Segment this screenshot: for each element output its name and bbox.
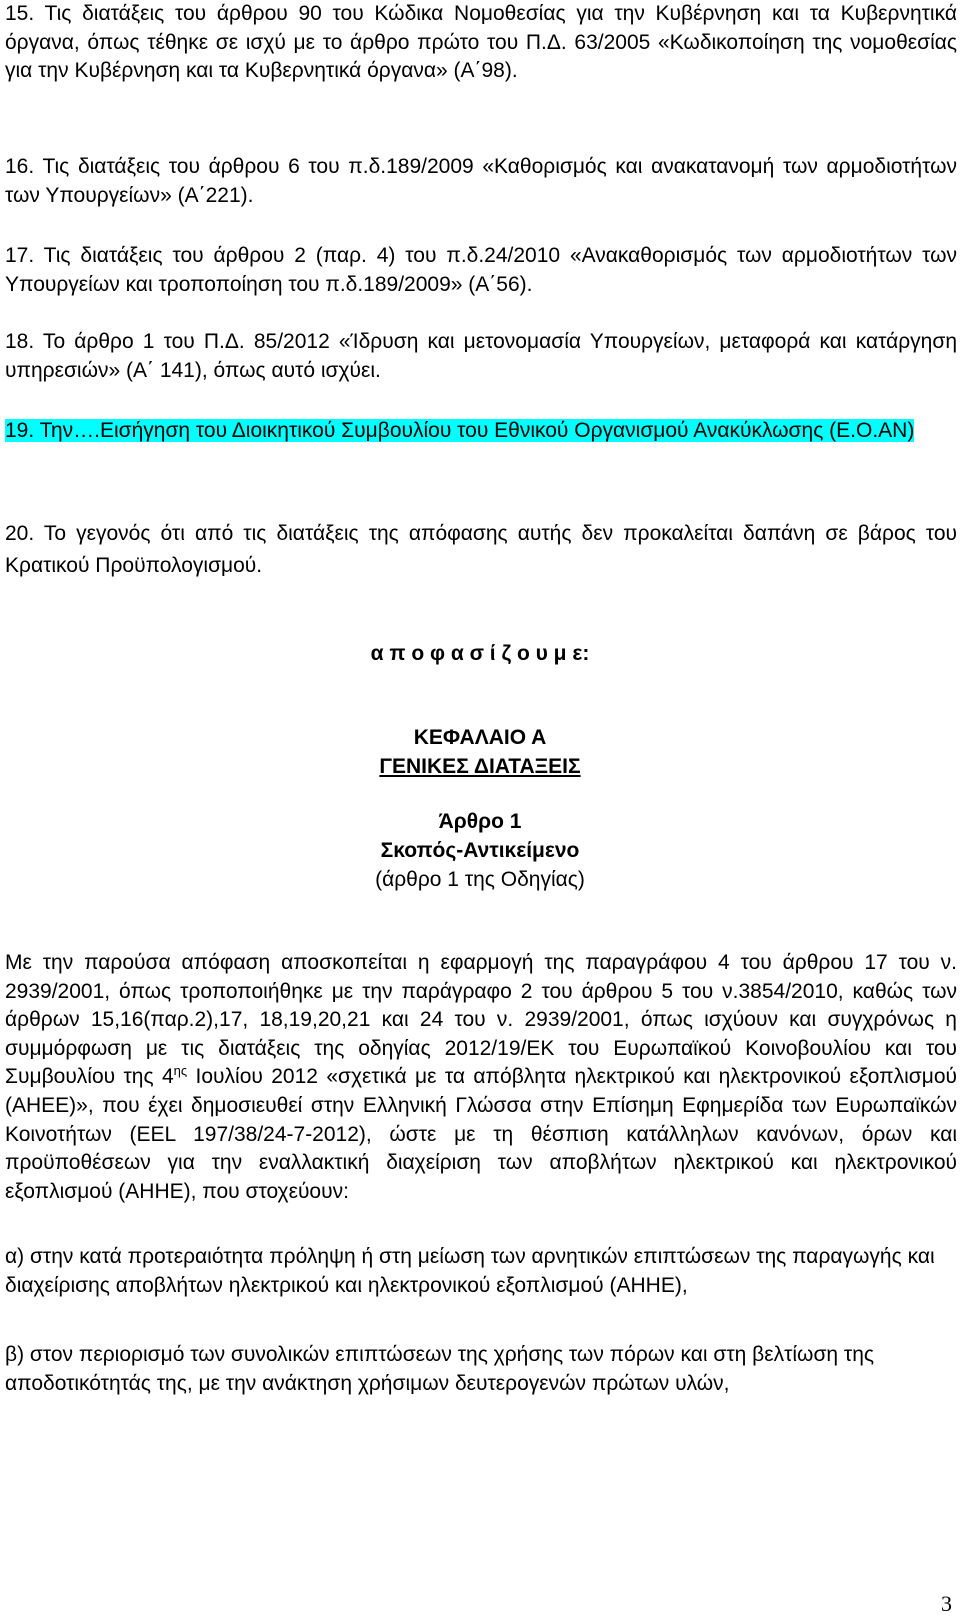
point-b: β) στον περιορισμό των συνολικών επιπτώσεων της χρήσης των πόρων και στη βελτίωση της αποδοτικότητάς της, με την ανάκτηση χρήσιμων δευτερογενών πρώτων υλών, (5, 1343, 875, 1395)
list-item-15: 15. Τις διατάξεις του άρθρου 90 του Κώδικα Νομοθεσίας για την Κυβέρνηση και τα Κυβερνητικά όργανα, όπως τέθηκε σε ισχύ με το άρθρο πρώτο του Π.Δ. 63/2005 «Κωδικοποίηση της νομοθεσίας για την Κυβέρνηση και τα Κυβερνητικά όργανα» (Α΄98). (5, 2, 957, 83)
article-title: Σκοπός-Αντικείμενο (380, 839, 580, 862)
list-item-18: 18. Το άρθρο 1 του Π.Δ. 85/2012 «Ίδρυση και μετονομασία Υπουργείων, μεταφορά και κατάργηση υπηρεσιών» (Α΄ 141), όπως αυτό ισχύει. (5, 330, 957, 382)
point-a: α) στην κατά προτεραιότητα πρόληψη ή στη μείωση των αρνητικών επιπτώσεων της παραγωγής και διαχείρισης αποβλήτων ηλεκτρικού και ηλεκτρονικού εξοπλισμού (ΑΗΗΕ), (5, 1245, 935, 1297)
article-body-text: Με την παρούσα απόφαση αποσκοπείται η εφαρμογή της παραγράφου 4 του άρθρου 17 του ν. 2939/2001, όπως τροποποιήθηκε με την παράγραφο 2 του άρθρου 5 του ν.3854/2010, καθώς των άρθρων 15,16(παρ.2),17, 18,19,20,21 και 24 του ν. 2939/2001, όπως ισχύουν και συγχρόνως η συμμόρφωση με τις διατάξεις της οδηγίας 2012/19/ΕΚ του Ευρωπαϊκού Κοινοβουλίου και του Συμβουλίου της 4 (5, 951, 957, 1089)
page-number: 3 (941, 1591, 952, 1616)
article-body (5, 949, 957, 1206)
article-note: (άρθρο 1 της Οδηγίας) (375, 868, 585, 891)
list-item-17: 17. Τις διατάξεις του άρθρου 2 (παρ. 4) του π.δ.24/2010 «Ανακαθορισμός των αρμοδιοτήτων των Υπουργείων και τροποποίηση του π.δ.189/2009» (Α΄56). (5, 244, 957, 296)
chapter-title: ΚΕΦΑΛΑΙΟ Α (413, 726, 547, 749)
list-item-20: 20. Το γεγονός ότι από τις διατάξεις της απόφασης αυτής δεν προκαλείται δαπάνη σε βάρος του Κρατικού Προϋπολογισμού. (5, 522, 957, 577)
decision-heading: α π ο φ α σ ί ζ ο υ μ ε: (370, 642, 590, 665)
ordinal-superscript: ης (173, 1063, 188, 1079)
article-number: Άρθρο 1 (438, 810, 522, 833)
list-item-19 (5, 417, 957, 446)
list-item-16: 16. Τις διατάξεις του άρθρου 6 του π.δ.189/2009 «Καθορισμός και ανακατανομή των αρμοδιοτήτων των Υπουργείων» (Α΄221). (5, 155, 957, 207)
article-body-text-continued: Ιουλίου 2012 «σχετικά με τα απόβλητα ηλεκτρικού και ηλεκτρονικού εξοπλισμού (ΑΗΕΕ)», που έχει δημοσιευθεί στην Ελληνική Γλώσσα στην Επίσημη Εφημερίδα των Ευρωπαϊκών Κοινοτήτων (EEL 197/38/24-7-2012), ώστε με τη θέσπιση κατάλληλων κανόνων, όρων και προϋποθέσεων για την εναλλακτική διαχείριση των αποβλήτων ηλεκτρικού και ηλεκτρονικού εξοπλισμού (ΑΗΗΕ), που στοχεύουν: (5, 1065, 957, 1203)
chapter-subtitle: ΓΕΝΙΚΕΣ ΔΙΑΤΑΞΕΙΣ (379, 755, 581, 778)
highlighted-text: 19. Την….Εισήγηση του Διοικητικού Συμβουλίου του Εθνικού Οργανισμού Ανακύκλωσης (Ε.Ο.ΑΝ) (5, 419, 915, 442)
